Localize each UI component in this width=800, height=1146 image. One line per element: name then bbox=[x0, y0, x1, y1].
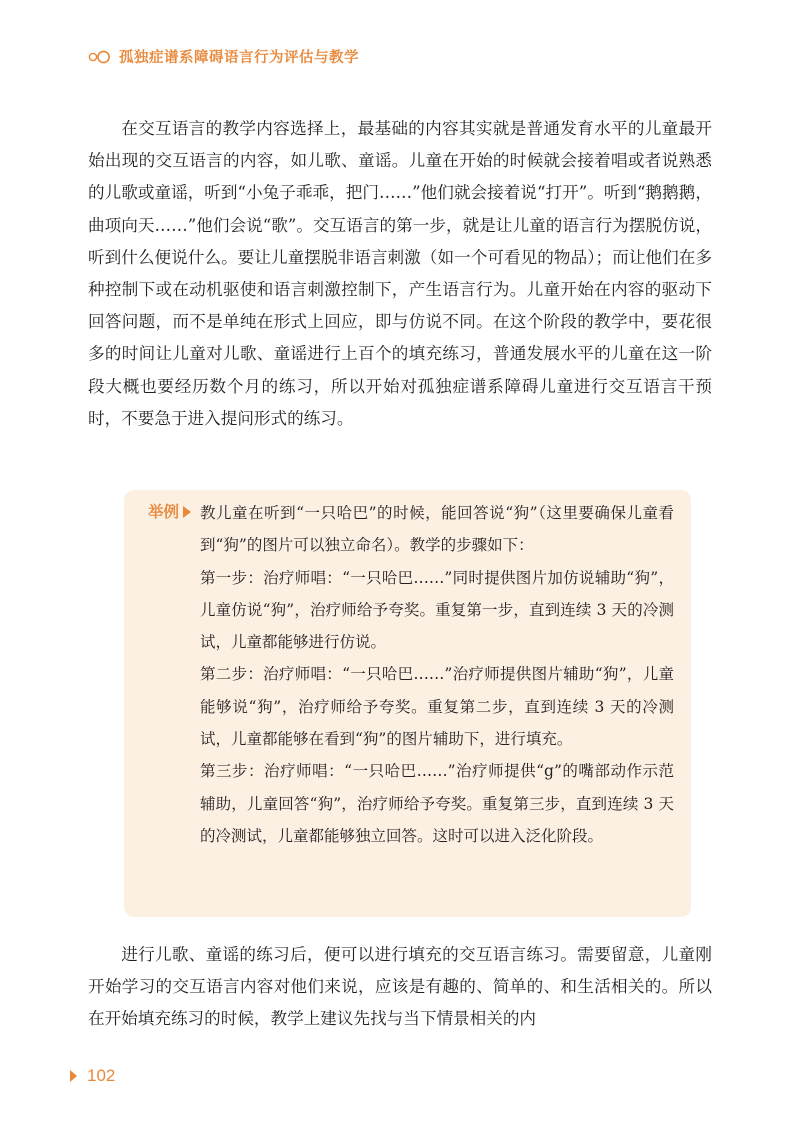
example-step-3: 第三步：治疗师唱：“一只哈巴……”治疗师提供“g”的嘴部动作示范辅助，儿童回答“狗”，治疗师给予夸奖。重复第三步，直到连续 3 天的冷测试，儿童都能够独立回答。这时可以进入泛化阶段。 bbox=[200, 762, 674, 845]
triangle-marker-icon bbox=[183, 506, 191, 518]
running-header bbox=[88, 46, 359, 67]
body-paragraph-1: 在交互语言的教学内容选择上，最基础的内容其实就是普通发育水平的儿童最开始出现的交互语言的内容，如儿歌、童谣。儿童在开始的时候就会接着唱或者说熟悉的儿歌或童谣，听到“小兔子乖乖，把门……”他们就会接着说“打开”。听到“鹅鹅鹅，曲项向天……”他们会说“歌”。交互语言的第一步，就是让儿童的语言行为摆脱仿说，听到什么便说什么。要让儿童摆脱非语言刺激（如一个可看见的物品）；而让他们在多种控制下或在动机驱使和语言刺激控制下，产生语言行为。儿童开始在内容的驱动下回答问题，而不是单纯在形式上回应，即与仿说不同。在这个阶段的教学中，要花很多的时间让儿童对儿歌、童谣进行上百个的填充练习，普通发展水平的儿童在这一阶段大概也要经历数个月的练习，所以开始对孤独症谱系障碍儿童进行交互语言干预时，不要急于进入提问形式的练习。 bbox=[88, 119, 712, 428]
page-footer bbox=[70, 1066, 115, 1086]
example-content bbox=[200, 497, 674, 852]
body-paragraph-2: 进行儿歌、童谣的练习后，便可以进行填充的交互语言练习。需要留意，儿童刚开始学习的交互语言内容对他们来说，应该是有趣的、简单的、和生活相关的。所以在开始填充练习的时候，教学上建议先找与当下情景相关的内 bbox=[88, 945, 712, 1029]
book-title: 孤独症谱系障碍语言行为评估与教学 bbox=[119, 50, 359, 66]
example-step-1: 第一步：治疗师唱：“一只哈巴……”同时提供图片加仿说辅助“狗”，儿童仿说“狗”，治疗师给予夸奖。重复第一步，直到连续 3 天的冷测试，儿童都能够进行仿说。 bbox=[200, 568, 674, 652]
example-label bbox=[148, 498, 191, 526]
page-number: 102 bbox=[87, 1066, 116, 1085]
triangle-marker-icon bbox=[70, 1070, 77, 1082]
example-step-2: 第二步：治疗师唱：“一只哈巴……”治疗师提供图片辅助“狗”，儿童能够说“狗”，治疗师给予夸奖。重复第二步，直到连续 3 天的冷测试，儿童都能够在看到“狗”的图片辅助下，进行填充。 bbox=[200, 665, 674, 749]
circles-logo-icon bbox=[88, 50, 112, 64]
example-intro: 教儿童在听到“一只哈巴”的时候，能回答说“狗”（这里要确保儿童看到“狗”的图片可以独立命名）。教学的步骤如下： bbox=[200, 504, 674, 555]
example-label-text: 举例 bbox=[148, 503, 180, 521]
